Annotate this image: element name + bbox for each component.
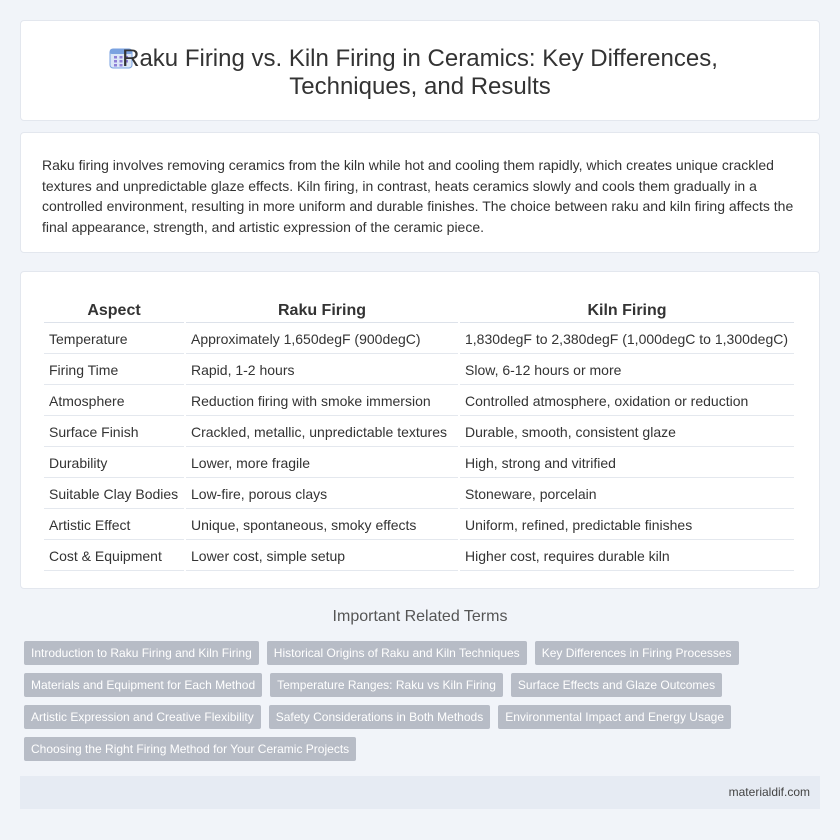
cell-aspect: Cost & Equipment (44, 542, 184, 571)
header-raku: Raku Firing (186, 296, 458, 323)
related-tag[interactable]: Artistic Expression and Creative Flexibility (24, 705, 261, 729)
table-row (44, 480, 794, 509)
tag-row (24, 737, 804, 761)
tag-row (24, 641, 804, 665)
related-tag[interactable]: Environmental Impact and Energy Usage (498, 705, 731, 729)
tag-row (24, 705, 804, 729)
intro-card (20, 132, 820, 253)
cell-raku: Unique, spontaneous, smoky effects (186, 511, 458, 540)
cell-raku: Low-fire, porous clays (186, 480, 458, 509)
cell-kiln: High, strong and vitrified (460, 449, 794, 478)
cell-raku: Reduction firing with smoke immersion (186, 387, 458, 416)
cell-aspect: Surface Finish (44, 418, 184, 447)
cell-raku: Crackled, metallic, unpredictable textures (186, 418, 458, 447)
cell-kiln: Higher cost, requires durable kiln (460, 542, 794, 571)
footer-site-link[interactable]: materialdif.com (728, 785, 810, 799)
cell-raku: Approximately 1,650degF (900degC) (186, 325, 458, 354)
intro-paragraph: Raku firing involves removing ceramics from the kiln while hot and cooling them rapidly, which creates unique crackled textures and unpredictable glaze effects. Kiln firing, in contrast, heats ceramics slowly and cools them gradually in a controlled environment, resulting in more uniform and durable finishes. The choice between raku and kiln firing affects the final appearance, strength, and artistic expression of the ceramic piece. (42, 157, 794, 235)
table-header-row (44, 296, 794, 323)
cell-aspect: Durability (44, 449, 184, 478)
cell-raku: Lower, more fragile (186, 449, 458, 478)
comparison-table (42, 294, 796, 573)
cell-aspect: Firing Time (44, 356, 184, 385)
table-row (44, 387, 794, 416)
related-tag[interactable]: Introduction to Raku Firing and Kiln Firing (24, 641, 259, 665)
cell-kiln: 1,830degF to 2,380degF (1,000degC to 1,300degC) (460, 325, 794, 354)
page-title: Raku Firing vs. Kiln Firing in Ceramics: Key Differences, Techniques, and Results (122, 45, 718, 100)
cell-kiln: Stoneware, porcelain (460, 480, 794, 509)
related-tag[interactable]: Materials and Equipment for Each Method (24, 673, 262, 697)
footer (20, 776, 820, 809)
cell-kiln: Durable, smooth, consistent glaze (460, 418, 794, 447)
tag-row (24, 673, 804, 697)
cell-raku: Lower cost, simple setup (186, 542, 458, 571)
cell-kiln: Controlled atmosphere, oxidation or reduction (460, 387, 794, 416)
table-row (44, 325, 794, 354)
related-tag[interactable]: Safety Considerations in Both Methods (269, 705, 490, 729)
related-tag[interactable]: Choosing the Right Firing Method for Your Ceramic Projects (24, 737, 356, 761)
table-row (44, 511, 794, 540)
cell-aspect: Atmosphere (44, 387, 184, 416)
table-row (44, 356, 794, 385)
table-row (44, 449, 794, 478)
comparison-card (20, 271, 820, 589)
cell-kiln: Uniform, refined, predictable finishes (460, 511, 794, 540)
header-card (20, 20, 820, 121)
related-terms-list (24, 641, 804, 769)
related-tag[interactable]: Historical Origins of Raku and Kiln Techniques (267, 641, 527, 665)
related-tag[interactable]: Surface Effects and Glaze Outcomes (511, 673, 722, 697)
related-tag[interactable]: Key Differences in Firing Processes (535, 641, 739, 665)
cell-aspect: Artistic Effect (44, 511, 184, 540)
cell-kiln: Slow, 6-12 hours or more (460, 356, 794, 385)
table-row (44, 418, 794, 447)
header-aspect: Aspect (44, 296, 184, 323)
cell-aspect: Suitable Clay Bodies (44, 480, 184, 509)
cell-raku: Rapid, 1-2 hours (186, 356, 458, 385)
related-terms-title: Important Related Terms (332, 608, 508, 625)
table-row (44, 542, 794, 571)
related-tag[interactable]: Temperature Ranges: Raku vs Kiln Firing (270, 673, 503, 697)
cell-aspect: Temperature (44, 325, 184, 354)
header-kiln: Kiln Firing (460, 296, 794, 323)
